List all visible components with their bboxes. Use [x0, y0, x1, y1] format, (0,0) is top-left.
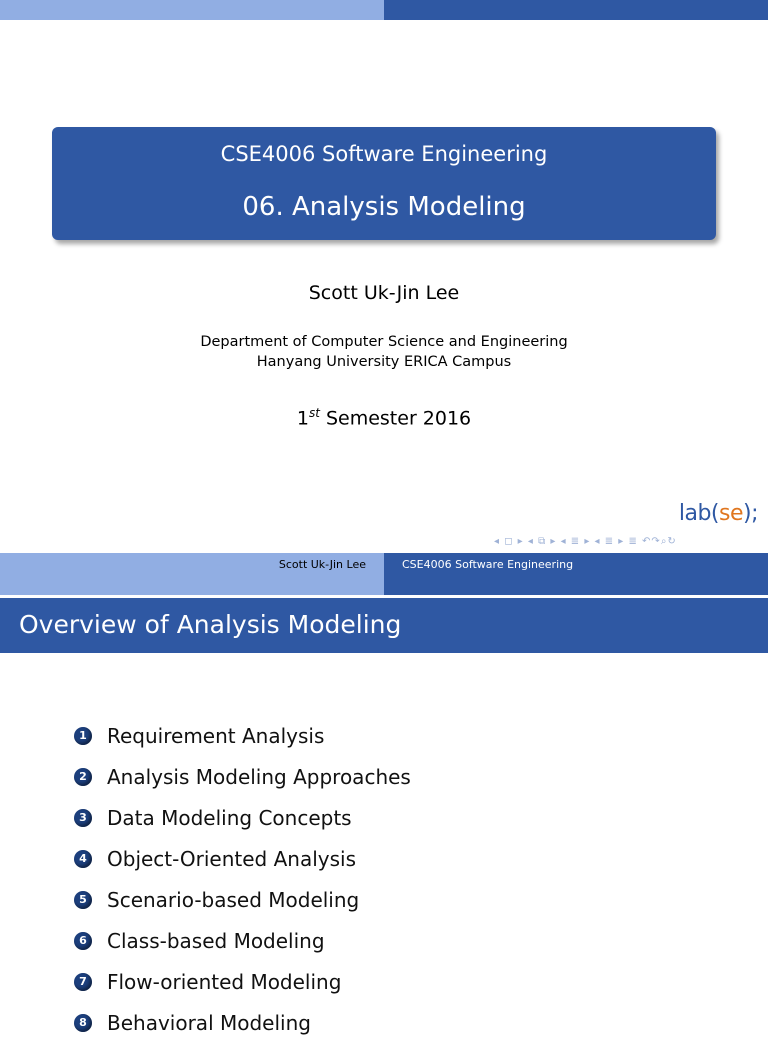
footer-left: [0, 553, 384, 595]
logo-highlight: se: [719, 501, 743, 526]
outline-item[interactable]: [74, 886, 411, 927]
semester: [0, 406, 768, 429]
item-number-bullet: 4: [74, 850, 92, 868]
semester-text: Semester 2016: [325, 407, 472, 430]
author-name: Scott Uk-Jin Lee: [308, 282, 460, 304]
university: Hanyang University ERICA Campus: [256, 354, 512, 370]
outline-item[interactable]: [74, 845, 411, 886]
item-number-bullet: 5: [74, 891, 92, 909]
outline-item-label: Class-based Modeling: [107, 929, 325, 953]
logo-prefix: lab(: [678, 501, 719, 526]
lab-logo: [679, 501, 758, 526]
outline-item-label: Behavioral Modeling: [107, 1011, 311, 1035]
logo-suffix: );: [743, 501, 758, 526]
item-number-bullet: 1: [74, 727, 92, 745]
item-number-bullet: 2: [74, 768, 92, 786]
beamer-navigation-icons[interactable]: ◂ ◻ ▸ ◂ ⧉ ▸ ◂ ≣ ▸ ◂ ≣ ▸ ≣ ↶↷⌕↻: [494, 536, 677, 547]
outline-item-label: Requirement Analysis: [107, 724, 325, 748]
footer-author: Scott Uk-Jin Lee: [278, 558, 366, 571]
item-number-bullet: 6: [74, 932, 92, 950]
item-number-bullet: 7: [74, 973, 92, 991]
top-bar-right: [384, 0, 768, 20]
outline-item[interactable]: [74, 804, 411, 845]
footer-course: CSE4006 Software Engineering: [402, 558, 574, 571]
outline-item[interactable]: [74, 1009, 411, 1050]
outline-item-label: Data Modeling Concepts: [107, 806, 352, 830]
outline-item[interactable]: [74, 722, 411, 763]
frame-title-bar: [0, 598, 768, 653]
semester-suffix: st: [308, 406, 320, 420]
top-bar-left: [0, 0, 384, 20]
slide-title: 06. Analysis Modeling: [242, 192, 526, 222]
outline-item-label: Flow-oriented Modeling: [107, 970, 342, 994]
frame-title: Overview of Analysis Modeling: [19, 610, 402, 639]
course-title: CSE4006 Software Engineering: [220, 142, 548, 166]
outline-item-label: Object-Oriented Analysis: [107, 847, 357, 871]
outline-list: [74, 722, 411, 1050]
semester-number: 1: [296, 407, 309, 430]
department: Department of Computer Science and Engineering: [200, 334, 568, 350]
outline-item[interactable]: [74, 968, 411, 1009]
outline-item-label: Analysis Modeling Approaches: [107, 765, 411, 789]
outline-item[interactable]: [74, 927, 411, 968]
outline-item[interactable]: [74, 763, 411, 804]
item-number-bullet: 3: [74, 809, 92, 827]
item-number-bullet: 8: [74, 1014, 92, 1032]
title-block: [52, 127, 716, 240]
outline-item-label: Scenario-based Modeling: [107, 888, 360, 912]
footer-right: [384, 553, 768, 595]
